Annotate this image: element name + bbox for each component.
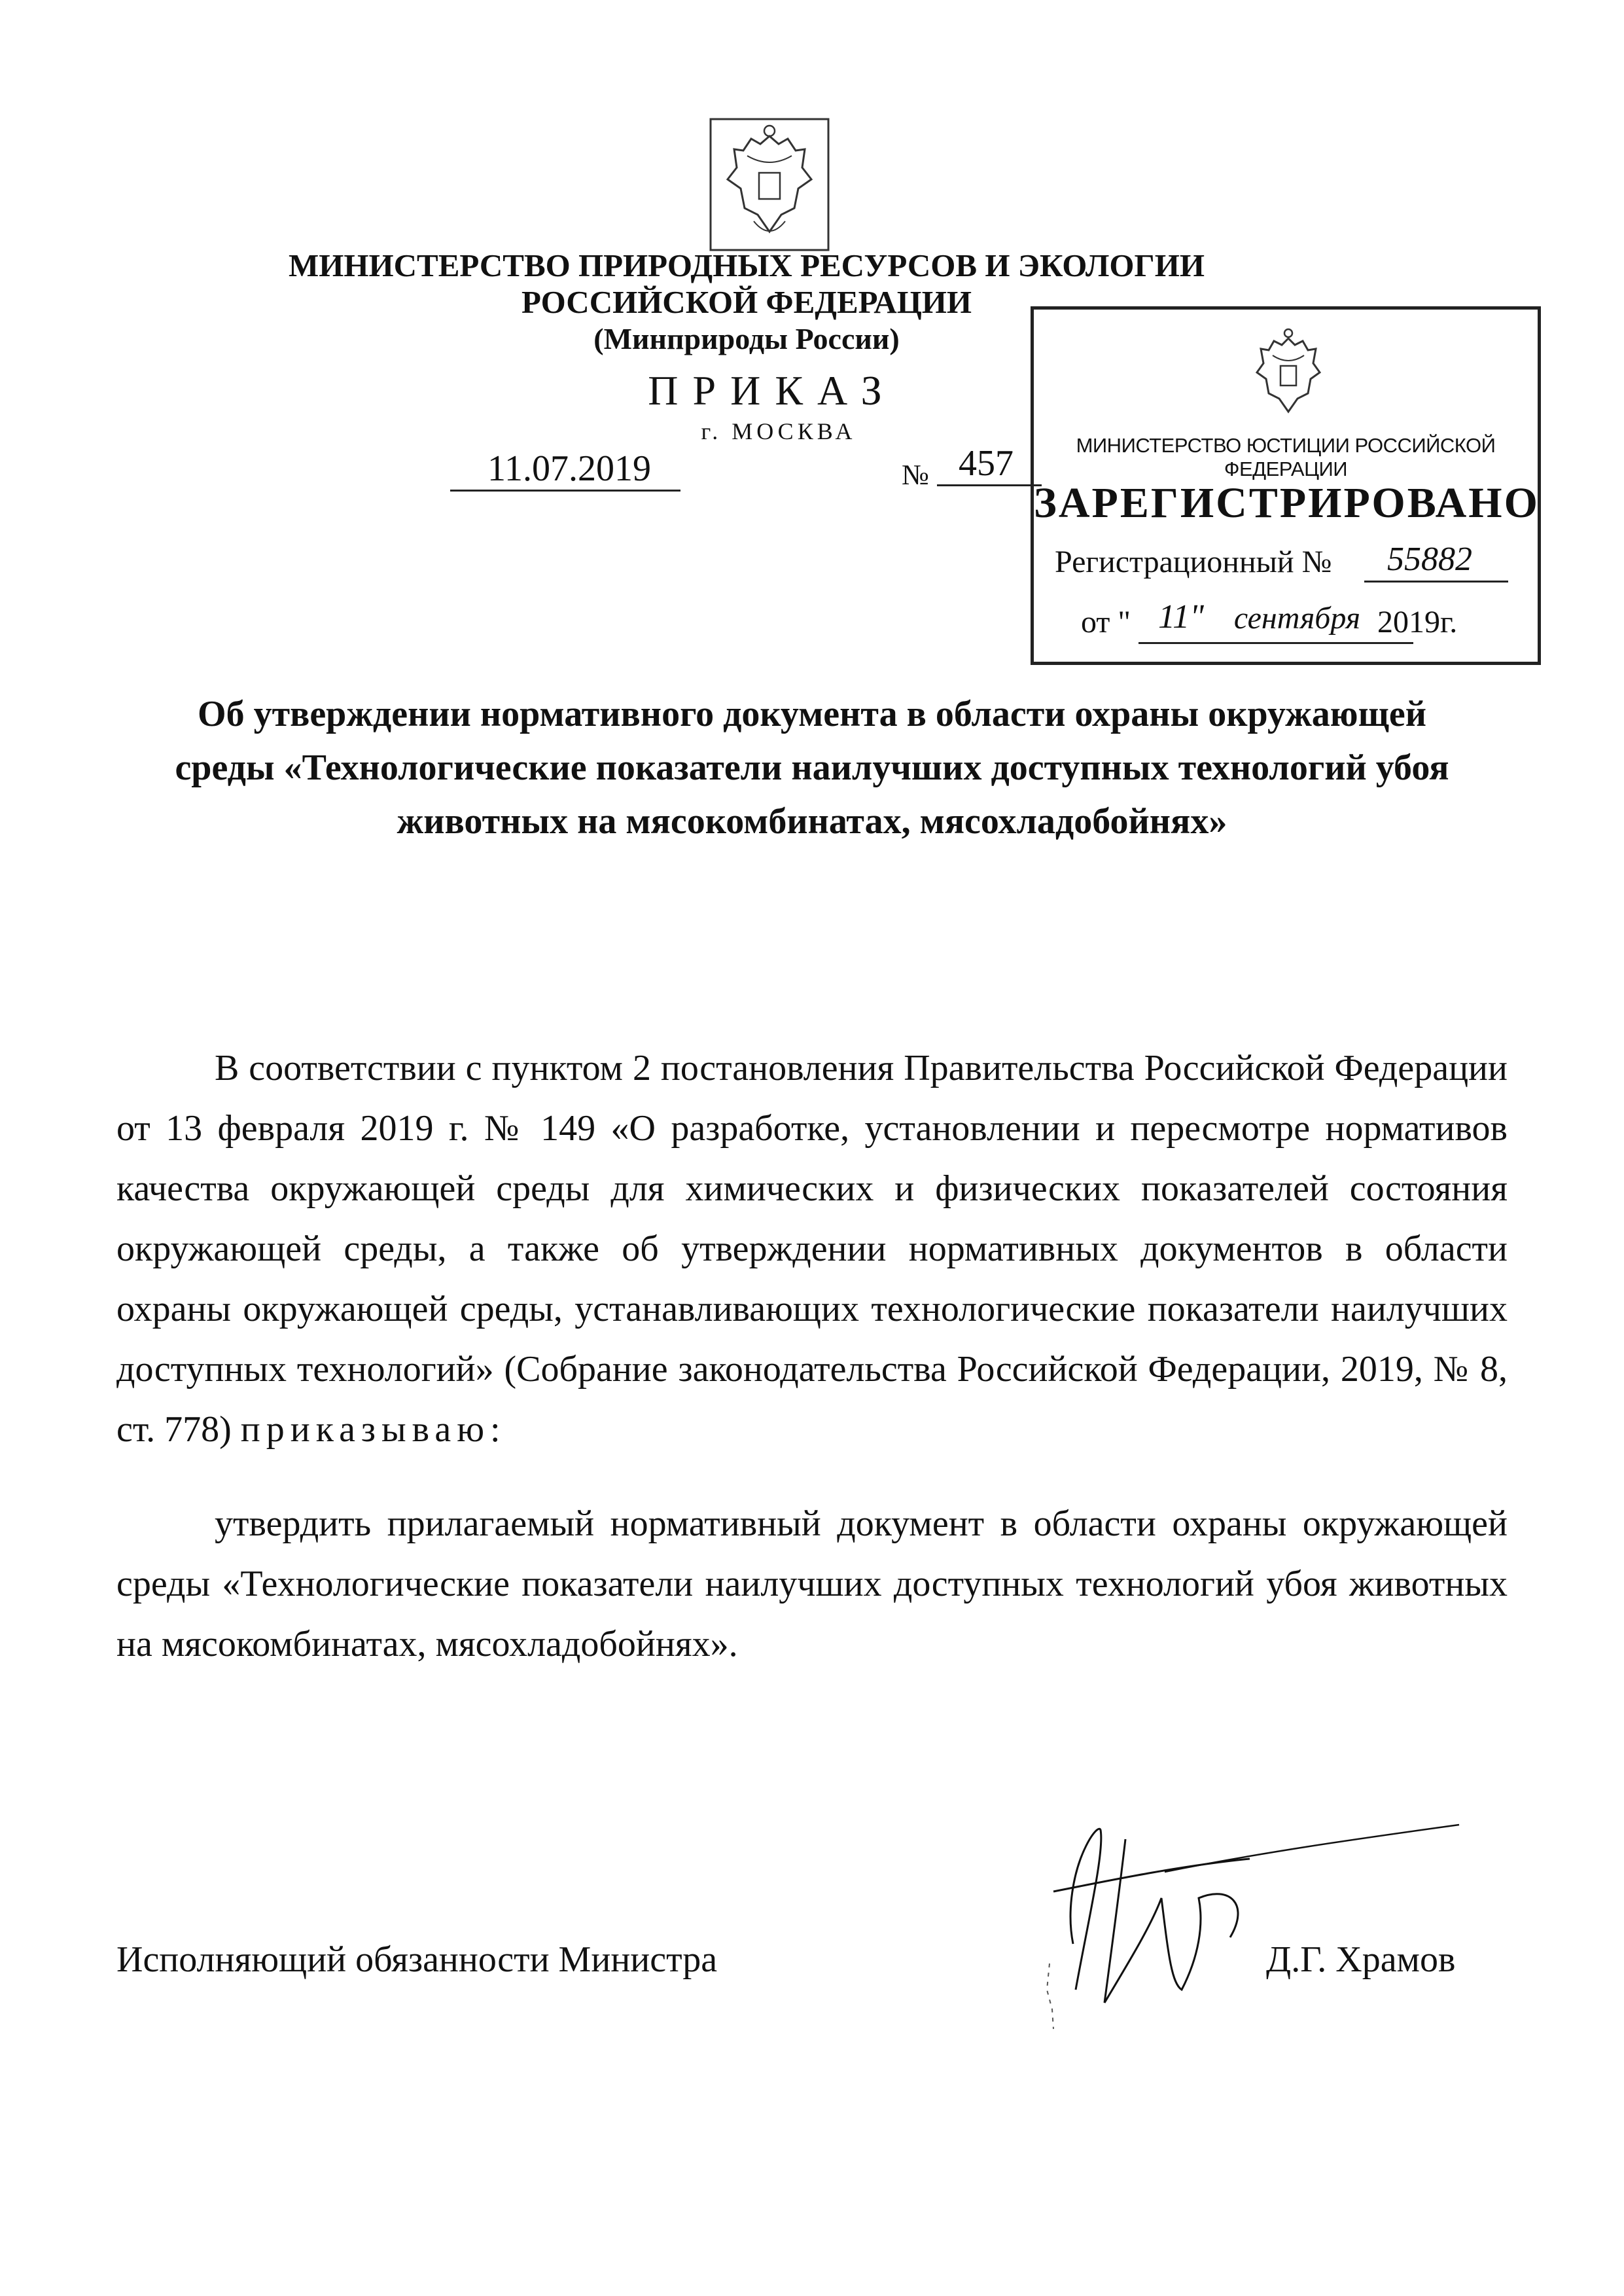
signatory-name: Д.Г. Храмов — [1266, 1939, 1456, 1980]
stamp-ministry: МИНИСТЕРСТВО ЮСТИЦИИ РОССИЙСКОЙ ФЕДЕРАЦИИ — [1076, 434, 1496, 480]
stamp-reg-number: 55882 — [1387, 541, 1472, 578]
stamp-day: 11" — [1158, 598, 1204, 636]
document-type: ПРИКАЗ — [648, 367, 896, 414]
document-number: 457 — [959, 443, 1014, 484]
signatory-role: Исполняющий обязанности Министра — [116, 1939, 718, 1980]
body-paragraph-2: утвердить прилагаемый нормативный документ в области охраны окружающей среды «Технологические показатели наилучших доступных технологий убоя животных на мясокомбинатах, мясохладобойнях». — [116, 1503, 1508, 1664]
body-paragraph-1 — [116, 1038, 1508, 1460]
number-label: № — [902, 459, 929, 491]
coat-of-arms-icon — [708, 117, 831, 253]
ministry-name-line1: МИНИСТЕРСТВО ПРИРОДНЫХ РЕСУРСОВ И ЭКОЛОГИИ — [289, 247, 1205, 283]
stamp-reg-underline — [1364, 581, 1508, 583]
date-underline — [450, 490, 680, 492]
stamp-status: ЗАРЕГИСТРИРОВАНО — [1034, 479, 1540, 527]
ministry-name-line2: РОССИЙСКОЙ ФЕДЕРАЦИИ — [521, 284, 972, 320]
stamp-month: сентября — [1233, 601, 1361, 636]
command-word: приказываю: — [240, 1409, 506, 1450]
registration-stamp — [1031, 306, 1541, 665]
stamp-date-underline — [1139, 642, 1413, 644]
stamp-from-label: от " — [1081, 605, 1131, 639]
stamp-coat-of-arms-icon — [1246, 327, 1330, 425]
paragraph-1-text: В соответствии с пунктом 2 постановления Правительства Российской Федерации от 13 февраля 2019 г. № 149 «О разработке, установлении и пересмотре нормативов качества окружающей среды для химических и физических показателей состояния окружающей среды, а также об утверждении нормативных документов в области охраны окружающей среды, устанавливающих технологические показатели наилучших доступных технологий» (Собрание законодательства Российской Федерации, 2019, № 8, ст. 778) — [116, 1048, 1508, 1450]
document-date: 11.07.2019 — [487, 448, 651, 489]
ministry-short-name: (Минприроды России) — [593, 322, 900, 355]
city: г. МОСКВА — [701, 418, 856, 444]
stamp-reg-label: Регистрационный № — [1055, 545, 1332, 579]
handwritten-signature-icon — [1027, 1793, 1479, 2042]
document-title: Об утверждении нормативного документа в области охраны окружающей среды «Технологические показатели наилучших доступных технологий убоя животных на мясокомбинатах, мясохладобойнях» — [175, 694, 1449, 842]
stamp-year: 2019г. — [1377, 605, 1458, 639]
number-underline — [937, 484, 1042, 486]
